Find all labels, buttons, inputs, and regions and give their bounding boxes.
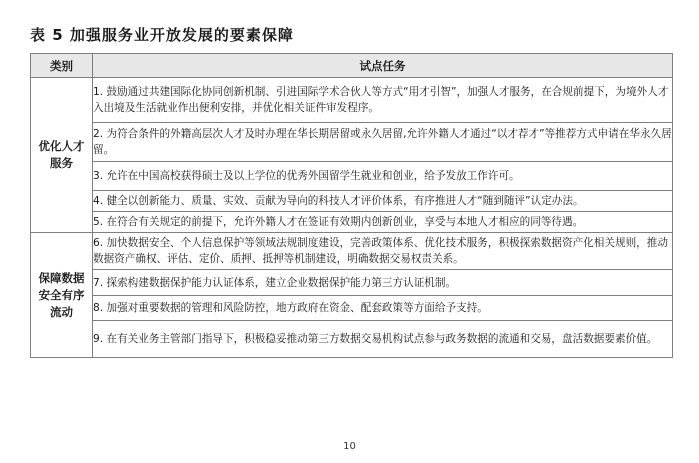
- task-cell: 3. 允许在中国高校获得硕士及以上学位的优秀外国留学生就业和创业，给予发放工作许可。: [93, 162, 673, 191]
- category-data-security: [31, 233, 93, 358]
- page-number: 10: [343, 441, 356, 452]
- category-label-line: 保障数据: [38, 270, 85, 285]
- category-talent-services: [31, 78, 93, 233]
- category-label-line: 优化人才: [38, 139, 85, 153]
- table-row: [31, 233, 673, 270]
- task-cell: 6. 加快数据安全、个人信息保护等领域法规制度建设，完善政策体系、优化技术服务，积极探索数据资产化相关规则，推动数据资产确权、评估、定价、质押、抵押等机制建设，明确数据交易权责关系。: [93, 233, 673, 270]
- table-row: [31, 270, 673, 296]
- table-title: 表 5 加强服务业开放发展的要素保障: [30, 26, 294, 44]
- category-label-line: 流动: [50, 304, 73, 319]
- table-row: [31, 321, 673, 358]
- table-row: [31, 212, 673, 233]
- table-header-row: [31, 54, 673, 78]
- table-row: [31, 191, 673, 212]
- table-row: [31, 123, 673, 162]
- task-cell: 1. 鼓励通过共建国际化协同创新机制、引进国际学术合伙人等方式“用才引智”，加强人才服务，在合规前提下，为境外人才入出境及生活就业作出便利安排，并优化相关证件审发程序。: [93, 78, 673, 123]
- header-tasks: 试点任务: [93, 54, 673, 78]
- task-cell: 8. 加强对重要数据的管理和风险防控，地方政府在资金、配套政策等方面给予支持。: [93, 296, 673, 321]
- header-category: 类别: [31, 54, 93, 78]
- table-row: [31, 296, 673, 321]
- task-cell: 5. 在符合有关规定的前提下，允许外籍人才在签证有效期内创新创业，享受与本地人才相应的同等待遇。: [93, 212, 673, 233]
- task-cell: 2. 为符合条件的外籍高层次人才及时办理在华长期居留或永久居留,允许外籍人才通过“以才荐才”等推荐方式申请在华永久居留。: [93, 123, 673, 162]
- task-cell: 9. 在有关业务主管部门指导下，积极稳妥推动第三方数据交易机构试点参与政务数据的流通和交易，盘活数据要素价值。: [93, 321, 673, 358]
- table-row: [31, 162, 673, 191]
- task-cell: 7. 探索构建数据保护能力认证体系，建立企业数据保护能力第三方认证机制。: [93, 270, 673, 296]
- table-row: [31, 78, 673, 123]
- category-label-line: 服务: [50, 156, 73, 170]
- task-cell: 4. 健全以创新能力、质量、实效、贡献为导向的科技人才评价体系，有序推进人才“随到随评”认定办法。: [93, 191, 673, 212]
- pilot-tasks-table: [30, 53, 673, 358]
- category-label-line: 安全有序: [38, 287, 85, 302]
